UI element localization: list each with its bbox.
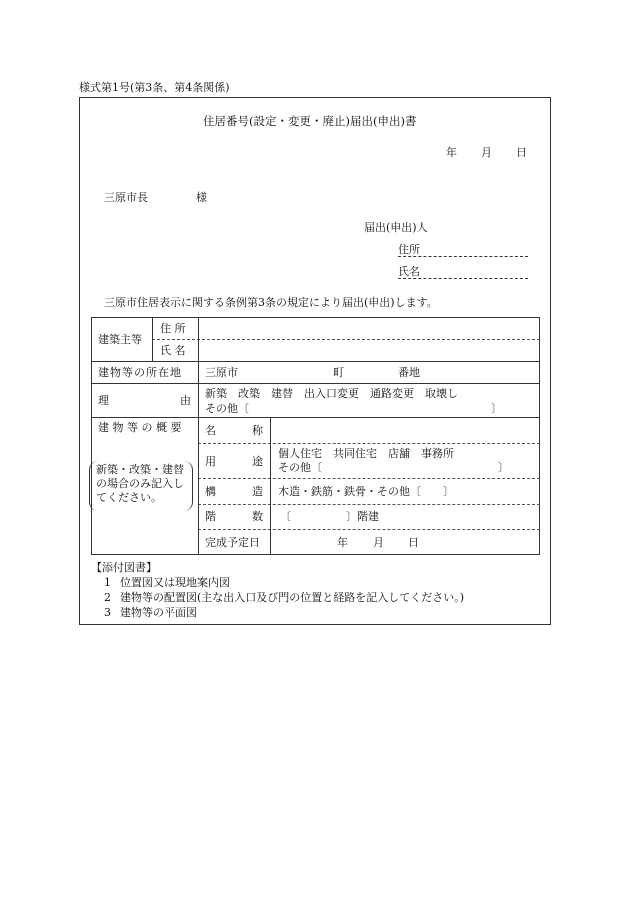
overview-line-2: [198, 478, 540, 479]
overview-note-line-1: 新築・改築・建替: [96, 463, 184, 476]
overview-use-value: 個人住宅 共同住宅 店舗 事務所: [278, 447, 454, 460]
attachment-num-2: 2: [104, 591, 111, 604]
owner-name-label: 氏 名: [160, 344, 186, 357]
attachment-num-3: 3: [104, 606, 111, 619]
overview-label: 建 物 等 の 概 要: [98, 421, 182, 434]
location-town: 町: [333, 366, 344, 379]
owner-address-label: 住 所: [160, 322, 186, 335]
date-year: 年: [446, 146, 457, 159]
overview-completion-label: 完成予定日: [205, 536, 260, 549]
overview-floors-label-right: 数: [252, 510, 263, 523]
overview-note-line-3: てください。: [96, 491, 162, 504]
completion-day: 日: [408, 536, 419, 549]
overview-note: [89, 461, 193, 511]
overview-line-1: [198, 443, 540, 444]
attachment-text-2: 建物等の配置図(主な出入口及び門の位置と経路を記入してください。): [120, 591, 465, 604]
overview-use-other: その他〔 〕: [278, 461, 509, 474]
overview-structure-label-left: 構: [205, 485, 216, 498]
date-day: 日: [516, 146, 527, 159]
statement: 三原市住居表示に関する条例第3条の規定により届出(申出)します。: [104, 296, 438, 309]
applicant-name-label: 氏名: [398, 265, 420, 278]
attachments-header: 【添付図書】: [91, 561, 157, 574]
attachment-text-3: 建物等の平面図: [120, 606, 197, 619]
reason-other: その他〔 〕: [205, 402, 502, 415]
overview-line-4: [198, 529, 540, 530]
completion-year: 年: [337, 536, 348, 549]
location-city: 三原市: [205, 366, 238, 379]
reason-label-left: 理: [98, 394, 109, 407]
overview-structure-value: 木造・鉄筋・鉄骨・その他〔 〕: [278, 485, 454, 498]
overview-floors-value: 〔 〕階建: [280, 510, 379, 523]
label-divider-overview: [198, 417, 199, 555]
reason-label-right: 由: [180, 394, 191, 407]
row-line-1: [91, 361, 540, 362]
attachment-num-1: 1: [104, 576, 111, 589]
overview-name-label-right: 称: [252, 424, 263, 437]
owner-label: 建築主等: [98, 333, 142, 346]
sublabel-divider: [270, 417, 271, 555]
overview-use-label-right: 途: [252, 455, 263, 468]
row-line-2: [91, 383, 540, 384]
overview-note-line-2: の場合のみ記入し: [96, 477, 184, 490]
form-id: 様式第1号(第3条、第4条関係): [79, 81, 230, 94]
applicant-name-line[interactable]: [398, 278, 528, 279]
overview-name-label-left: 名: [205, 424, 216, 437]
owner-mid-line: [152, 339, 540, 340]
owner-divider: [152, 317, 153, 361]
location-lot: 番地: [398, 366, 420, 379]
addressee-name: 三原市長: [104, 191, 148, 204]
applicant-label: 届出(申出)人: [364, 221, 428, 234]
form-title: 住居番号(設定・変更・廃止)届出(申出)書: [203, 114, 417, 128]
overview-floors-label-left: 階: [205, 510, 216, 523]
applicant-address-label: 住所: [398, 243, 420, 256]
location-label: 建物等の所在地: [98, 366, 182, 379]
overview-line-3: [198, 504, 540, 505]
row-line-3: [91, 417, 540, 418]
label-divider-top: [198, 317, 199, 417]
attachment-text-1: 位置図又は現地案内図: [120, 576, 230, 589]
reason-options: 新築 改築 建替 出入口変更 通路変更 取壊し: [205, 387, 458, 400]
applicant-address-line[interactable]: [398, 256, 528, 257]
addressee-honorific: 様: [196, 191, 207, 204]
date-month: 月: [481, 146, 492, 159]
overview-use-label-left: 用: [205, 455, 216, 468]
completion-month: 月: [373, 536, 384, 549]
overview-structure-label-right: 造: [252, 485, 263, 498]
